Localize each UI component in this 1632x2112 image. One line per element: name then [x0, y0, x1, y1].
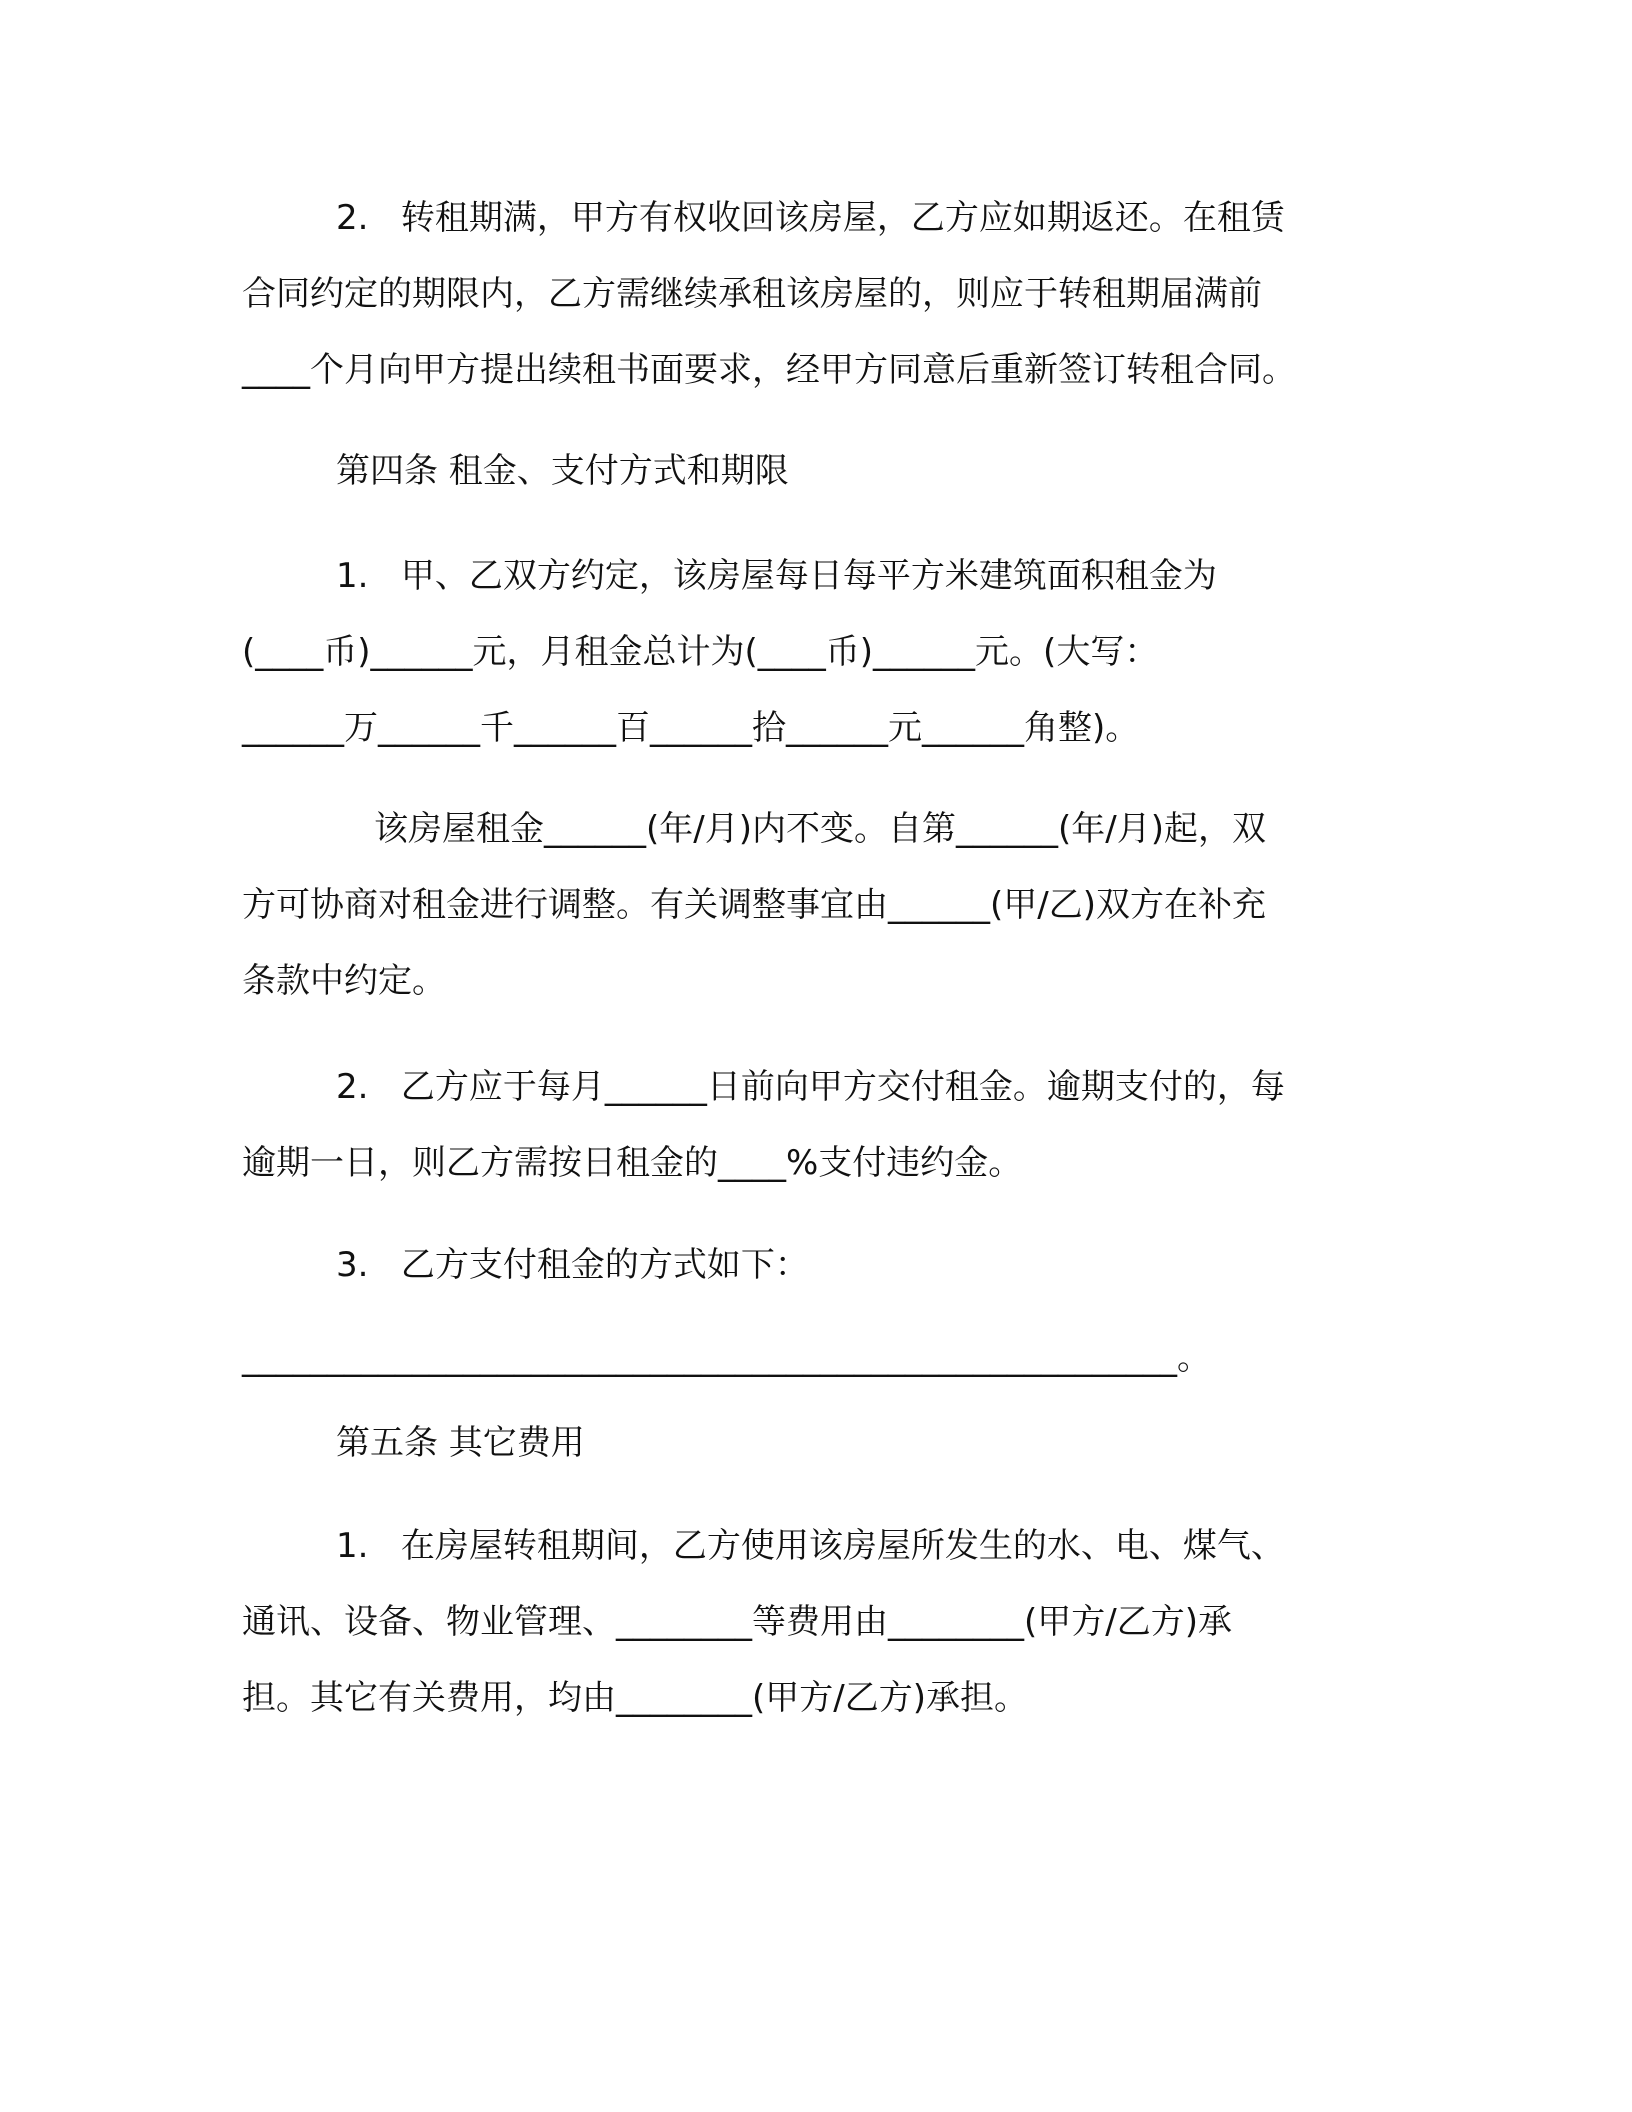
clause-3-2-line-3: ____个月向甲方提出续租书面要求，经甲方同意后重新签订转租合同。 [242, 350, 1296, 390]
clause-4-1-line-1: 1. 甲、乙双方约定，该房屋每日每平方米建筑面积租金为 [336, 556, 1217, 596]
clause-4-1-line-3: ______万______千______百______拾______元______角整)。 [242, 708, 1140, 748]
rent-adjust-line-1: 该房屋租金______(年/月)内不变。自第______(年/月)起，双 [374, 809, 1266, 849]
rent-adjust-line-2: 方可协商对租金进行调整。有关调整事宜由______(甲/乙)双方在补充 [242, 885, 1266, 925]
article-4-heading: 第四条 租金、支付方式和期限 [336, 451, 789, 491]
clause-4-1-line-2: (____币)______元，月租金总计为(____币)______元。(大写： [242, 632, 1159, 672]
payment-method-blank: _______________________________________________________。 [242, 1338, 1211, 1378]
clause-4-2-line-1: 2. 乙方应于每月______日前向甲方交付租金。逾期支付的，每 [336, 1067, 1285, 1107]
clause-5-1-line-1: 1. 在房屋转租期间，乙方使用该房屋所发生的水、电、煤气、 [336, 1526, 1285, 1566]
article-5-heading: 第五条 其它费用 [336, 1423, 585, 1463]
clause-5-1-line-3: 担。其它有关费用，均由________(甲方/乙方)承担。 [242, 1678, 1028, 1718]
clause-3-2-line-2: 合同约定的期限内，乙方需继续承租该房屋的，则应于转租期届满前 [242, 274, 1262, 314]
clause-3-2-line-1: 2. 转租期满，甲方有权收回该房屋，乙方应如期返还。在租赁 [336, 198, 1285, 238]
rent-adjust-line-3: 条款中约定。 [242, 961, 446, 1001]
clause-5-1-line-2: 通讯、设备、物业管理、________等费用由________(甲方/乙方)承 [242, 1602, 1232, 1642]
clause-4-2-line-2: 逾期一日，则乙方需按日租金的____%支付违约金。 [242, 1143, 1023, 1183]
clause-4-3-line-1: 3. 乙方支付租金的方式如下： [336, 1245, 809, 1285]
